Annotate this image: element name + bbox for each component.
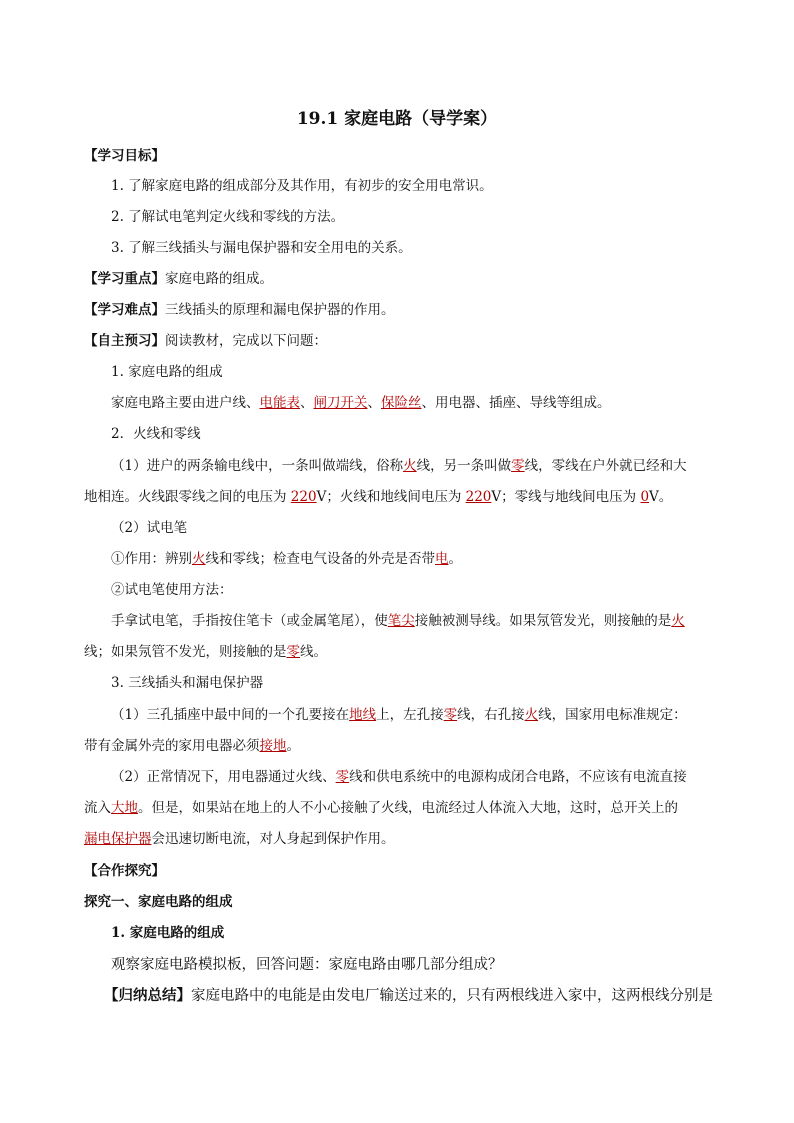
goal-item: 1. 了解家庭电路的组成部分及其作用，有初步的安全用电常识。	[111, 178, 493, 194]
paragraph-line	[111, 549, 462, 569]
answer-blank: 火	[524, 707, 539, 723]
text-run: 线，零线在户外就已经和大	[524, 458, 687, 474]
text-run: V；零线与地线间电压为	[491, 489, 641, 505]
key-point-text: 家庭电路的组成。	[165, 271, 273, 287]
answer-blank: 零	[286, 644, 300, 660]
text-run: 、用电器、插座、导线等组成。	[421, 395, 611, 411]
text-run: 。	[286, 738, 300, 754]
paragraph-line	[111, 705, 687, 725]
goal-item: 2. 了解试电笔判定火线和零线的方法。	[111, 209, 345, 225]
preview-row	[84, 331, 327, 351]
paragraph-line: ②试电笔使用方法：	[111, 582, 233, 598]
difficulty-text: 三线插头的原理和漏电保护器的作用。	[165, 302, 395, 318]
goal-item: 3. 了解三线插头与漏电保护器和安全用电的关系。	[111, 240, 412, 256]
answer-blank: 零	[335, 769, 350, 785]
text-run: 带有金属外壳的家用电器必须	[84, 738, 260, 754]
answer-blank: 电	[435, 551, 449, 567]
summary-text: 家庭电路中的电能是由发电厂输送过来的，只有两根线进入家中，这两根线分别是	[191, 988, 713, 1004]
text-run: 。但是，如果站在地上的人不小心接触了火线，电流经过人体流入大地，这时，总开关上的	[138, 800, 678, 816]
key-point-row	[84, 269, 273, 289]
paragraph-line	[84, 642, 327, 662]
section-title: 3. 三线插头和漏电保护器	[111, 675, 264, 691]
answer-blank: 零	[511, 458, 525, 474]
summary-row	[104, 986, 713, 1006]
text-run: 线，另一条叫做	[416, 458, 512, 474]
text-run: （1）进户的两条输电线中，一条叫做端线，俗称	[111, 458, 404, 474]
text-run: 会迅速切断电流，对人身起到保护作用。	[151, 831, 395, 847]
text-run: 线。	[300, 644, 327, 660]
text-run: 地相连。火线跟零线之间的电压为	[84, 489, 291, 505]
text-run: 线和供电系统中的电源构成闭合电路，不应该有电流直接	[349, 769, 687, 785]
text-run: （2）正常情况下，用电器通过火线、	[111, 769, 336, 785]
coop-heading: 【合作探究】	[84, 863, 165, 879]
answer-blank: 接地	[259, 738, 287, 754]
difficulty-row	[84, 300, 395, 320]
preview-label: 【自主预习】	[84, 333, 165, 349]
answer-blank: 漏电保护器	[84, 831, 152, 847]
text-run: 线；如果氖管不发光，则接触的是	[84, 644, 287, 660]
answer-blank: 火	[403, 458, 417, 474]
page-title: 19.1 家庭电路（导学案）	[296, 109, 498, 129]
paragraph-line	[84, 736, 300, 756]
text-run: 、	[300, 395, 314, 411]
text-run: 上，左孔接	[376, 707, 444, 723]
section-title: 1. 家庭电路的组成	[111, 364, 223, 380]
difficulty-label: 【学习难点】	[84, 302, 165, 318]
answer-blank: 笔尖	[387, 613, 415, 629]
text-run: 家庭电路主要由进户线、	[111, 395, 260, 411]
text-run: 、	[367, 395, 381, 411]
text-run: 接触被测导线。如果氖管发光，则接触的是	[414, 613, 672, 629]
explore-subtitle: 1. 家庭电路的组成	[111, 925, 225, 941]
text-run: 线和零线；检查电气设备的外壳是否带	[205, 551, 435, 567]
answer-blank: 地线	[349, 707, 377, 723]
answer-blank: 闸刀开关	[313, 395, 368, 411]
explore-title: 探究一、家庭电路的组成	[84, 894, 233, 910]
paragraph-line	[84, 798, 678, 818]
answer-blank: 0	[640, 489, 650, 505]
answer-blank: 220	[465, 489, 492, 505]
section-title: 2．火线和零线	[111, 426, 201, 442]
paragraph-line	[84, 829, 395, 849]
answer-blank: 220	[290, 489, 317, 505]
text-run: 线，国家用电标准规定：	[538, 707, 687, 723]
subsection-title: （2）试电笔	[111, 520, 188, 536]
text-run: 。	[448, 551, 462, 567]
text-run: 手拿试电笔，手指按住笔卡（或金属笔尾），使	[111, 613, 388, 629]
paragraph-line	[111, 767, 687, 787]
answer-blank: 零	[443, 707, 458, 723]
answer-blank: 电能表	[259, 395, 300, 411]
paragraph-line	[111, 611, 685, 631]
key-point-label: 【学习重点】	[84, 271, 165, 287]
text-run: V。	[649, 489, 673, 505]
text-run: （1）三孔插座中最中间的一个孔要接在	[111, 707, 350, 723]
paragraph-line	[111, 393, 611, 413]
answer-blank: 火	[671, 613, 685, 629]
answer-blank: 大地	[111, 800, 138, 816]
question-text: 观察家庭电路模拟板，回答问题：家庭电路由哪几部分组成？	[111, 957, 503, 973]
summary-label: 【归纳总结】	[104, 987, 191, 1004]
answer-blank: 保险丝	[381, 395, 422, 411]
paragraph-line	[111, 456, 687, 476]
goals-heading: 【学习目标】	[84, 148, 165, 164]
text-run: ①作用：辨别	[111, 551, 192, 567]
text-run: 线，右孔接	[457, 707, 525, 723]
text-run: 流入	[84, 800, 111, 816]
preview-text: 阅读教材，完成以下问题：	[165, 333, 327, 349]
text-run: V；火线和地线间电压为	[316, 489, 466, 505]
answer-blank: 火	[192, 551, 206, 567]
paragraph-line	[84, 487, 672, 507]
